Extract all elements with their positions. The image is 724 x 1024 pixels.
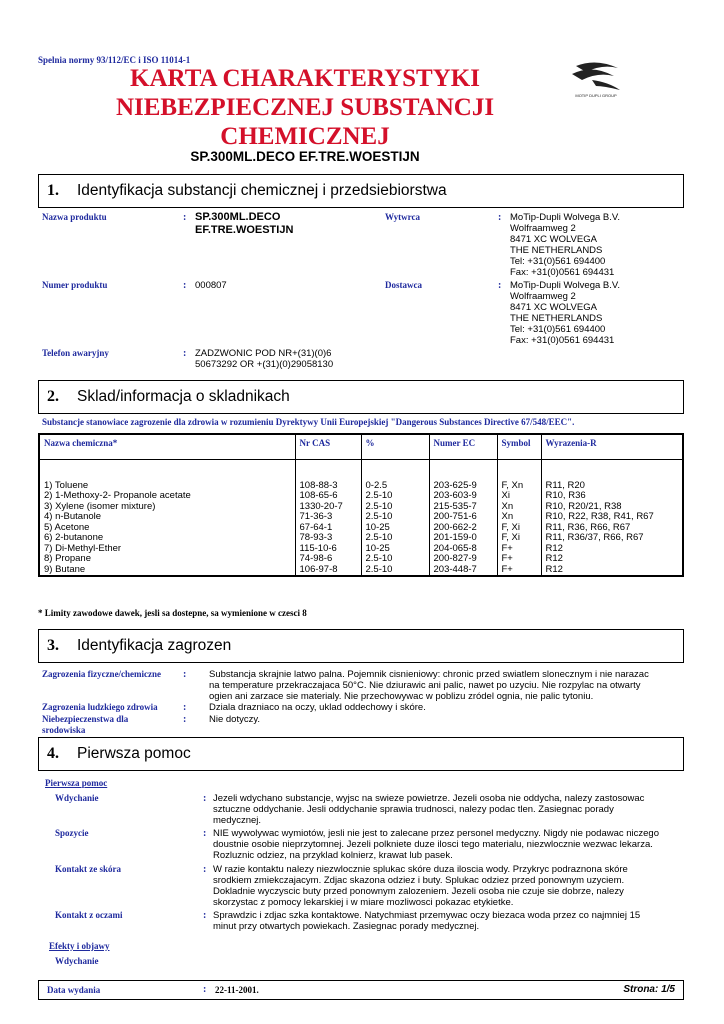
colon: : <box>183 212 187 223</box>
title-line-1: KARTA CHARAKTERYSTYKI <box>130 65 480 92</box>
title-line-3: CHEMICZNEJ <box>220 123 390 150</box>
section-4-header <box>38 737 684 771</box>
product-number-label: Numer produktu <box>42 280 108 290</box>
section-number: 4. <box>47 745 59 762</box>
dangerous-substances-note: Substancje stanowiace zagrozenie dla zdrowia w rozumieniu Dyrektywy Unii Europejskiej "Dangerous Substances Directive 67/548/EEC". <box>42 417 575 427</box>
table-row: 4) n-Butanole 71-36-3 2.5-10 200-751-6 Xn R10, R22, R38, R41, R67 <box>39 512 683 523</box>
product-number: 000807 <box>195 280 227 291</box>
column-header: Nazwa chemiczna* <box>44 438 118 448</box>
section-number: 2. <box>47 388 59 405</box>
health-hazards: Dziala drazniaco na oczy, uklad oddechowy i skóre. <box>209 702 426 713</box>
supplier-label: Dostawca <box>385 280 422 290</box>
norm-statement: Spelnia normy 93/112/EC i ISO 11014-1 <box>38 55 191 65</box>
ingestion-label: Spozycie <box>55 828 89 838</box>
environmental-hazards-label: Niebezpieczenstwa dla srodowiska <box>42 714 129 735</box>
table-row: 1) Toluene 108-88-3 0-2.5 203-625-9 F, Xn R11, R20 <box>39 481 683 492</box>
table-row: 3) Xylene (isomer mixture) 1330-20-7 2.5-10 215-535-7 Xn R10, R20/21, R38 <box>39 502 683 513</box>
physical-hazards: Substancja skrajnie latwo palna. Pojemnik cisnieniowy: chronic przed swiatlem slonecznym i nie narazac na temperature przekraczajaca 50°C. Nie dziurawic ani palic, nawet po uzyciu. Nie rozpylac na otwarty ogien ani zarzace sie materialy. Nie przechowywac w poblizu zródel ognia, nie palic tytoniu. <box>209 669 649 702</box>
colon: : <box>498 212 502 223</box>
column-header: % <box>361 434 429 460</box>
section-2-header <box>38 380 684 414</box>
colon: : <box>183 669 187 680</box>
effects-symptoms-label: Efekty i objawy <box>49 941 110 951</box>
occupational-limits-footnote: * Limity zawodowe dawek, jesli sa dostepne, sa wymienione w czesci 8 <box>38 608 307 618</box>
page-number: Strona: 1/5 <box>623 984 675 995</box>
column-header: Symbol <box>497 434 541 460</box>
column-header: Wyrazenia-R <box>541 434 683 460</box>
issue-date-label: Data wydania <box>47 985 101 995</box>
product-subtitle: SP.300ML.DECO EF.TRE.WOESTIJN <box>190 149 420 164</box>
table-row: 6) 2-butanone 78-93-3 2.5-10 201-159-0 F, Xi R11, R36/37, R66, R67 <box>39 533 683 544</box>
motip-dupli-logo <box>562 60 630 100</box>
eye-contact-text: Sprawdzic i zdjac szka kontaktowe. Natychmiast przemywac oczy biezaca woda przez co najmniej 15 minut przy otwartych powiekach. Zasiegnac porady medycznej. <box>213 910 641 932</box>
column-header: Numer EC <box>429 434 497 460</box>
table-row: 7) Di-Methyl-Ether 115-10-6 10-25 204-065-8 F+ R12 <box>39 544 683 555</box>
svg-text:MOTIP DUPLI GROUP: MOTIP DUPLI GROUP <box>575 93 617 98</box>
colon: : <box>203 864 207 875</box>
effects-inhalation-label: Wdychanie <box>55 956 99 966</box>
section-title: Pierwsza pomoc <box>77 745 191 762</box>
first-aid-label: Pierwsza pomoc <box>45 778 108 788</box>
table-row: 8) Propane 74-98-6 2.5-10 200-827-9 F+ R12 <box>39 554 683 565</box>
inhalation-text: Jezeli wdychano substancje, wyjsc na swieze powietrze. Jezeli osoba nie oddycha, nalezy zastosowac sztuczne oddychanie. Jesli oddychanie sprawia trudnosci, nalezy podac tlen. Zasiegnac porady medycznej. <box>213 793 645 826</box>
colon: : <box>203 910 207 921</box>
section-title: Identyfikacja substancji chemicznej i przedsiebiorstwa <box>77 182 447 199</box>
table-header-row <box>39 434 683 460</box>
manufacturer-address: MoTip-Dupli Wolvega B.V. Wolfraamweg 2 8471 XC WOLVEGA THE NETHERLANDS Tel: +31(0)561 694400 Fax: +31(0)0561 694431 <box>510 212 621 278</box>
product-name-line-2: EF.TRE.WOESTIJN <box>195 224 294 236</box>
product-name-line-1: SP.300ML.DECO <box>195 211 281 223</box>
section-3-header <box>38 629 684 663</box>
manufacturer-label: Wytwrca <box>385 212 420 222</box>
column-header: Nr CAS <box>295 434 361 460</box>
colon: : <box>183 702 187 713</box>
emergency-phone-label: Telefon awaryjny <box>42 348 109 358</box>
emergency-phone: ZADZWONIC POD NR+(31)(0)6 50673292 OR +(31)(0)29058130 <box>195 348 334 370</box>
section-number: 1. <box>47 182 59 199</box>
environmental-hazards: Nie dotyczy. <box>209 714 261 725</box>
table-row: 9) Butane 106-97-8 2.5-10 203-448-7 F+ R12 <box>39 565 683 576</box>
chemical-composition-table <box>38 433 684 577</box>
section-title: Identyfikacja zagrozen <box>77 637 232 654</box>
page-footer <box>38 980 684 1000</box>
supplier-address: MoTip-Dupli Wolvega B.V. Wolfraamweg 2 8471 XC WOLVEGA THE NETHERLANDS Tel: +31(0)561 694400 Fax: +31(0)0561 694431 <box>510 280 621 346</box>
colon: : <box>183 280 187 291</box>
section-1-header <box>38 174 684 208</box>
health-hazards-label: Zagrozenia ludzkiego zdrowia <box>42 702 158 712</box>
colon: : <box>183 714 187 725</box>
physical-hazards-label: Zagrozenia fizyczne/chemiczne <box>42 669 162 679</box>
colon: : <box>203 793 207 804</box>
title-line-2: NIEBEZPIECZNEJ SUBSTANCJI <box>115 94 495 121</box>
skin-contact-text: W razie kontaktu nalezy niezwlocznie splukac skóre duza iloscia wody. Przykryc podraznona skóre srodkiem zmiekczajacym. Zdjac skazona odziez i buty. Splukac odziez przed ponownym uzyciem. Dokladnie wyczyscic buty przed ponownym zalozeniem. Jezeli osoba nie czuje sie dobrze, nalezy skorzystac z pomocy lekarskiej i w miare mozliwosci pokazac etykietke. <box>213 864 628 908</box>
skin-contact-label: Kontakt ze skóra <box>55 864 121 874</box>
eye-contact-label: Kontakt z oczami <box>55 910 123 920</box>
colon: : <box>183 348 187 359</box>
product-name-label: Nazwa produktu <box>42 212 107 222</box>
issue-date: 22-11-2001. <box>215 985 259 995</box>
table-row: 2) 1-Methoxy-2- Propanole acetate 108-65-6 2.5-10 203-603-9 Xi R10, R36 <box>39 491 683 502</box>
table-row: 5) Acetone 67-64-1 10-25 200-662-2 F, Xi R11, R36, R66, R67 <box>39 523 683 534</box>
colon: : <box>498 280 502 291</box>
section-number: 3. <box>47 637 59 654</box>
colon: : <box>203 828 207 839</box>
colon: : <box>203 984 207 995</box>
inhalation-label: Wdychanie <box>55 793 99 803</box>
ingestion-text: NIE wywolywac wymiotów, jesli nie jest to zalecane przez personel medyczny. Nigdy nie podawac niczego doustnie osobie nieprzytomnej. Jezeli polkniete duze ilosci tego materialu, niezwlocznie wezwac lekarza. Rozluznic odziez, na przyklad kolnierz, krawat lub pasek. <box>213 828 659 861</box>
section-title: Sklad/informacja o skladnikach <box>77 388 290 405</box>
